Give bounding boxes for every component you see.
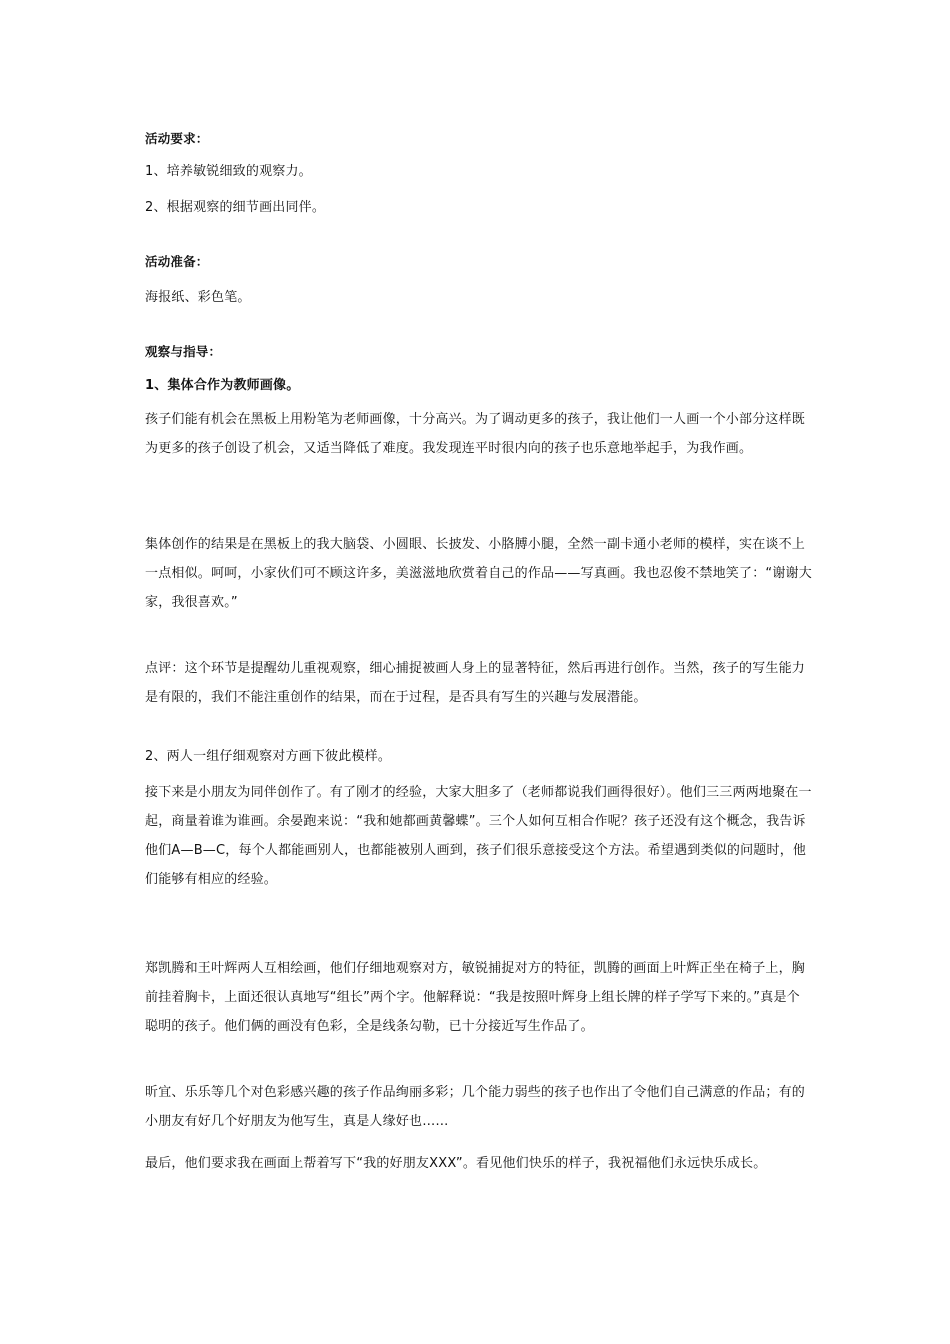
requirement-item-2: 2、根据观察的细节画出同伴。 [145, 200, 326, 215]
observation-heading: 观察与指导： [145, 344, 222, 359]
paragraph-4: 接下来是小朋友为同伴创作了。有了刚才的经验，大家大胆多了（老师都说我们画得很好）。他们三三两两地聚在一起，商量着谁为谁画。余晏跑来说：“我和她都画黄馨蝶”。三个人如何互相合作呢？孩子还没有这个概念，我告诉他们A—B—C，每个人都能画别人，也都能被别人画到，孩子们很乐意接受这个方法。希望遇到类似的问题时，他们能够有相应的经验。 [145, 785, 812, 887]
paragraph-1: 孩子们能有机会在黑板上用粉笔为老师画像，十分高兴。为了调动更多的孩子，我让他们一人画一个小部分这样既为更多的孩子创设了机会，又适当降低了难度。我发现连平时很内向的孩子也乐意地举起手，为我作画。 [145, 412, 806, 456]
paragraph-5: 郑凯腾和王叶辉两人互相绘画，他们仔细地观察对方，敏锐捕捉对方的特征，凯腾的画面上叶辉正坐在椅子上，胸前挂着胸卡，上面还很认真地写“组长”两个字。他解释说：“我是按照叶辉身上组长牌的样子学写下来的。”真是个聪明的孩子。他们俩的画没有色彩，全是线条勾勒，已十分接近写生作品了。 [145, 961, 806, 1034]
requirement-item-1: 1、培养敏锐细致的观察力。 [145, 164, 312, 179]
preparation-heading: 活动准备： [145, 254, 209, 269]
section-1-title: 1、集体合作为教师画像。 [145, 378, 300, 393]
paragraph-2: 集体创作的结果是在黑板上的我大脑袋、小圆眼、长披发、小胳膊小腿，全然一副卡通小老师的模样，实在谈不上一点相似。呵呵，小家伙们可不顾这许多，美滋滋地欣赏着自己的作品——写真画。我也忍俊不禁地笑了：“谢谢大家，我很喜欢。” [145, 537, 812, 610]
requirements-heading: 活动要求： [145, 131, 209, 146]
preparation-content: 海报纸、彩色笔。 [145, 290, 251, 305]
paragraph-6: 昕宜、乐乐等几个对色彩感兴趣的孩子作品绚丽多彩；几个能力弱些的孩子也作出了令他们自己满意的作品；有的小朋友有好几个好朋友为他写生，真是人缘好也…… [145, 1085, 806, 1129]
paragraph-3: 点评：这个环节是提醒幼儿重视观察，细心捕捉被画人身上的显著特征，然后再进行创作。当然，孩子的写生能力是有限的，我们不能注重创作的结果，而在于过程，是否具有写生的兴趣与发展潜能。 [145, 661, 806, 705]
section-2-title: 2、两人一组仔细观察对方画下彼此模样。 [145, 749, 392, 764]
paragraph-7: 最后，他们要求我在画面上帮着写下“我的好朋友XXX”。看见他们快乐的样子，我祝福他们永远快乐成长。 [145, 1156, 767, 1171]
